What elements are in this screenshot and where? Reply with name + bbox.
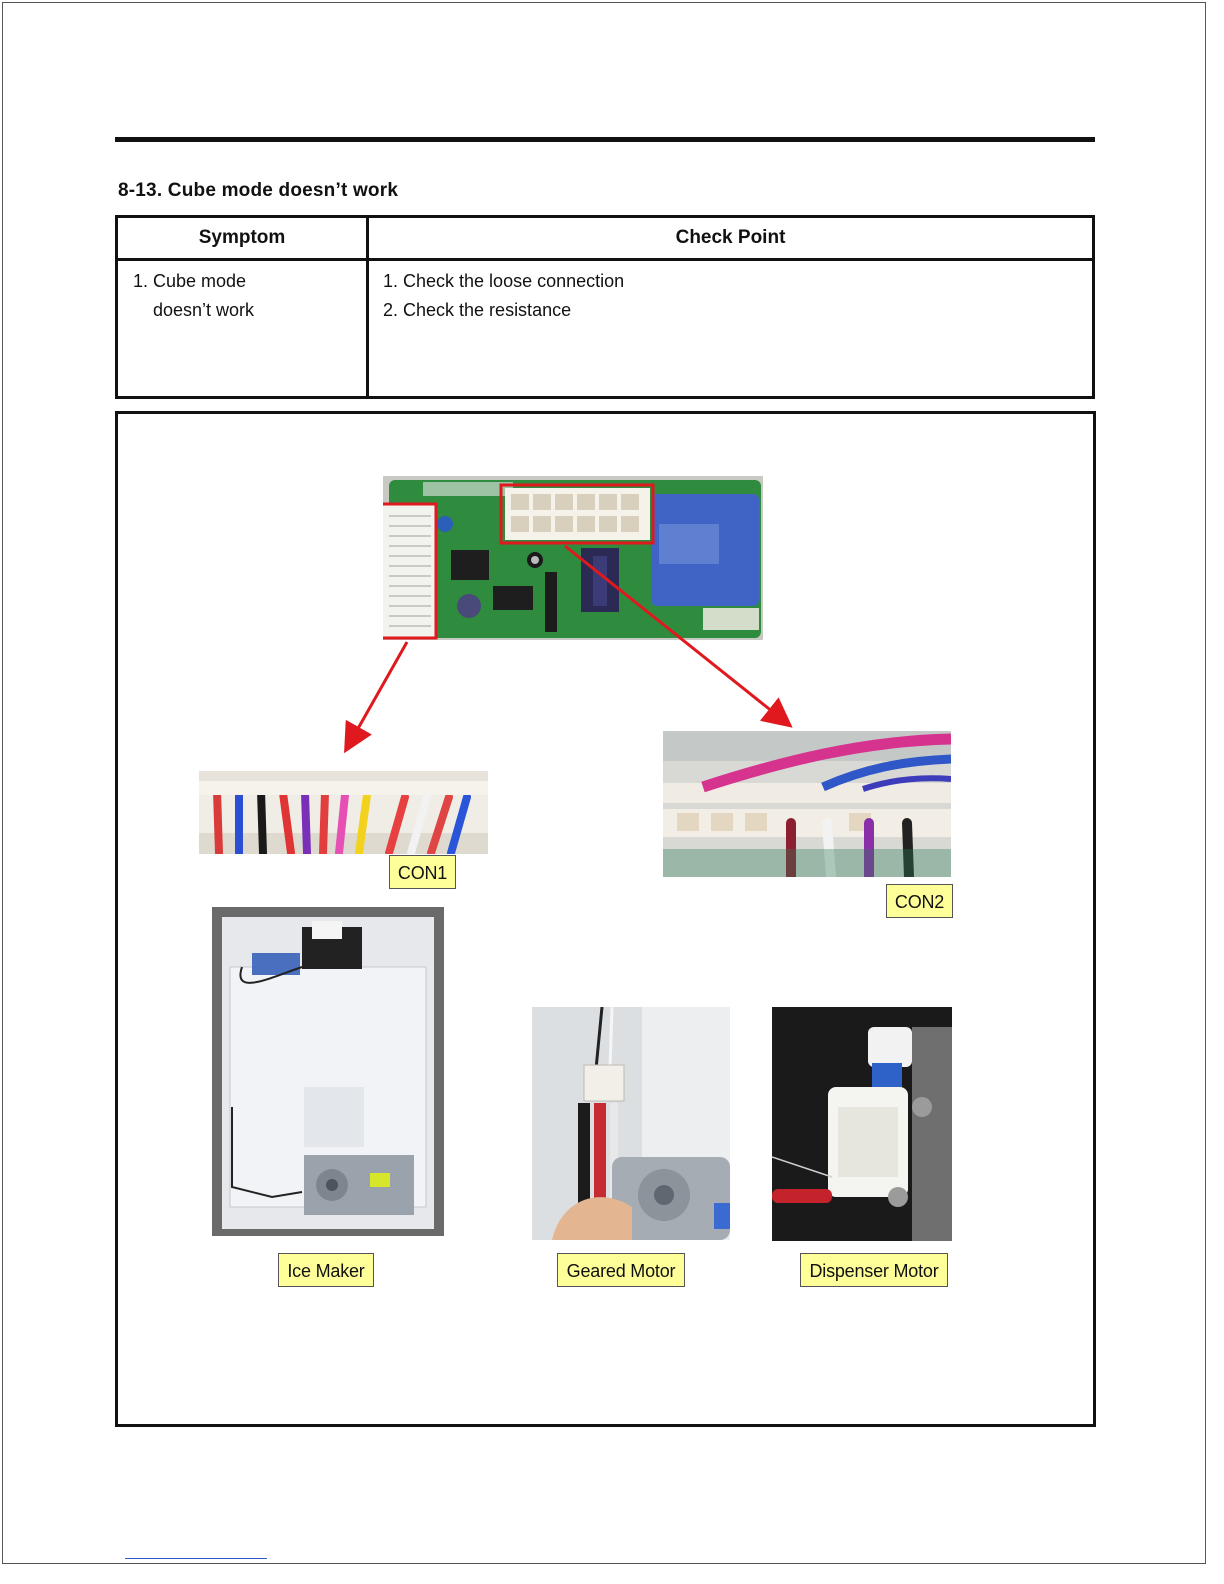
check-point-cell	[368, 260, 1094, 398]
pcb-photo	[383, 476, 763, 640]
geared-motor-label: Geared Motor	[557, 1253, 685, 1287]
con1-photo	[199, 771, 488, 854]
symptom-header: Symptom	[117, 217, 368, 260]
geared-motor-photo	[532, 1007, 730, 1240]
header-rule	[115, 137, 1095, 142]
con2-label: CON2	[886, 884, 953, 918]
con2-photo	[663, 731, 951, 877]
check-line: 2. Check the resistance	[383, 300, 572, 320]
dispenser-motor-label: Dispenser Motor	[800, 1253, 948, 1287]
footer-link-underline	[125, 1558, 267, 1559]
symptom-line: 1. Cube mode	[133, 271, 247, 291]
check-point-header: Check Point	[368, 217, 1094, 260]
con1-label: CON1	[389, 855, 456, 889]
ice-maker-label: Ice Maker	[278, 1253, 374, 1287]
check-table	[115, 215, 1095, 399]
symptom-cell	[117, 260, 368, 398]
check-line: 1. Check the loose connection	[383, 271, 625, 291]
ice-maker-photo	[212, 907, 444, 1236]
symptom-line: doesn’t work	[153, 300, 255, 320]
section-title: 8-13. Cube mode doesn’t work	[118, 180, 399, 201]
dispenser-motor-photo	[772, 1007, 952, 1241]
